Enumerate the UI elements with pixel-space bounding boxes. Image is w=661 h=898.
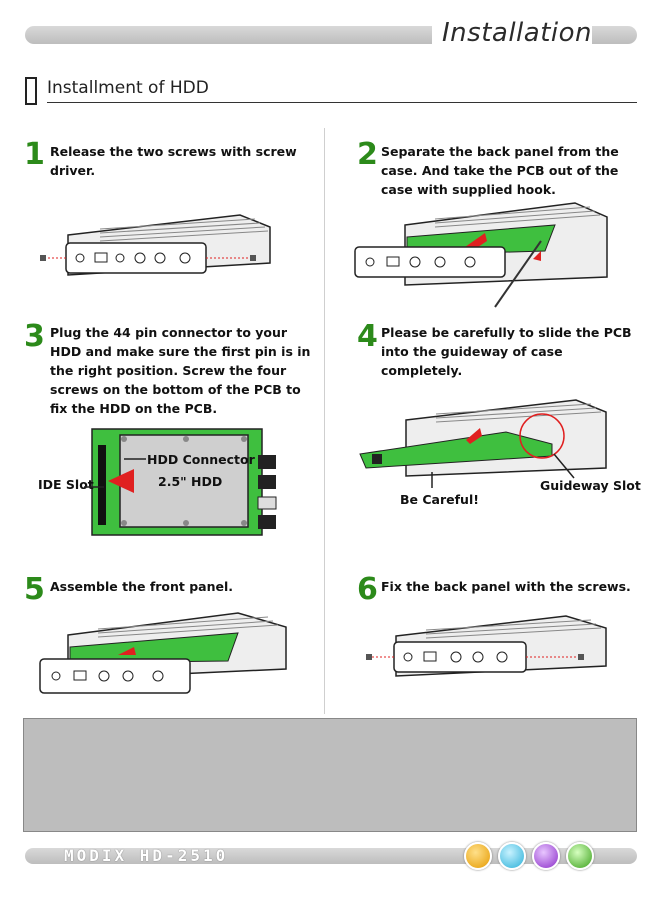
disc-icon [464,842,492,870]
step-4-text: Please be carefully to slide the PCB into the guideway of case completely. [381,325,632,378]
step-2-text: Separate the back panel from the case. And take the PCB out of the case with supplied hook. [381,144,619,197]
step-6-illustration [366,610,616,690]
step-2-number: 2 [357,137,378,172]
ide-slot-label: IDE Slot [38,477,94,492]
step-5-number: 5 [24,572,45,607]
be-careful-label: Be Careful! [400,492,479,507]
section-underline [47,102,637,103]
ide-slot-leader-line [84,485,104,489]
step-2-illustration [345,195,635,315]
page-title: Installation [442,18,593,48]
step-1-number: 1 [24,137,45,172]
hdd-connector-label: HDD Connector [147,452,255,467]
hdd-size-label: 2.5" HDD [158,474,223,489]
section-marker-icon [25,77,37,105]
step-3-number: 3 [24,319,45,354]
footer-brand: MODIX HD-2510 [64,846,229,865]
step-6-text: Fix the back panel with the screws. [381,579,631,594]
step-1-text: Release the two screws with screw driver. [50,144,297,178]
notes-box [23,718,637,832]
guideway-slot-label: Guideway Slot [540,478,641,493]
step-6-number: 6 [357,572,378,607]
photo-icon [532,842,560,870]
card-icon [566,842,594,870]
step-1-illustration [40,205,315,295]
step-4-illustration [356,392,638,512]
step-5-text: Assemble the front panel. [50,579,234,594]
column-divider [324,128,325,714]
headphones-icon [498,842,526,870]
step-4-number: 4 [357,319,378,354]
section-title: Installment of HDD [47,78,209,98]
step-5-illustration [38,605,298,705]
step-3-text: Plug the 44 pin connector to your HDD and make sure the first pin is in the right position. Screw the four screws on the bottom of the PCB to fix the HDD on the PCB. [50,325,311,416]
